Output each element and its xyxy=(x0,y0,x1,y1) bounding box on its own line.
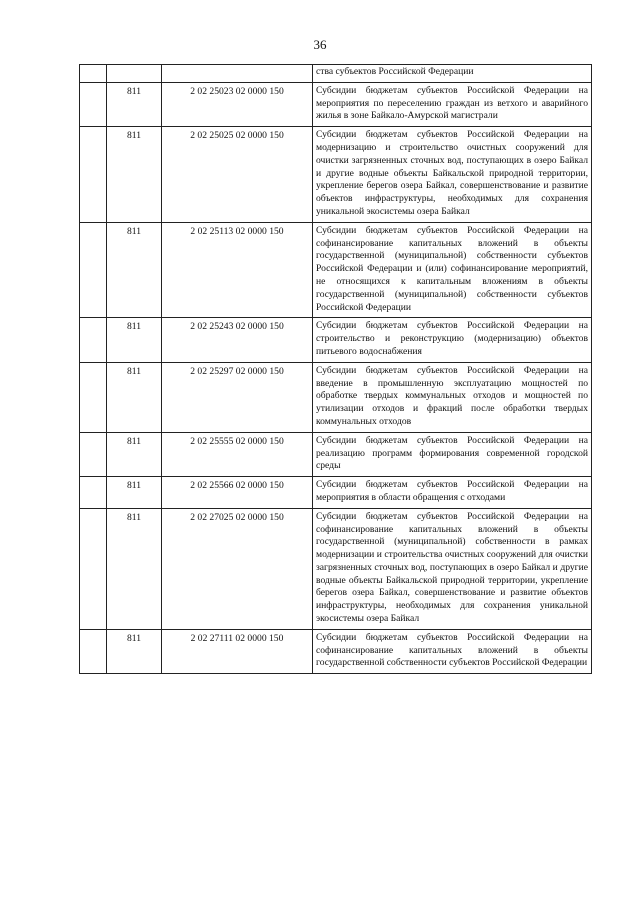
budget-code-cell: 2 02 25023 02 0000 150 xyxy=(162,82,313,126)
description-text: Субсидии бюджетам субъектов Российской Федерации на мероприятия в области обращения с отходами xyxy=(316,479,588,503)
blank-cell xyxy=(80,432,107,476)
admin-code-cell: 811 xyxy=(107,508,162,629)
table-row xyxy=(80,65,592,83)
page-number: 36 xyxy=(313,37,327,52)
table-row xyxy=(80,222,592,318)
admin-code-cell: 811 xyxy=(107,127,162,223)
blank-cell xyxy=(80,508,107,629)
description-cell xyxy=(313,508,592,629)
admin-code-cell: 811 xyxy=(107,629,162,673)
budget-code-cell: 2 02 25025 02 0000 150 xyxy=(162,127,313,223)
table-row xyxy=(80,362,592,432)
blank-cell xyxy=(80,362,107,432)
blank-cell xyxy=(80,222,107,318)
table-row xyxy=(80,82,592,126)
budget-code-cell: 2 02 27111 02 0000 150 xyxy=(162,629,313,673)
blank-cell xyxy=(80,477,107,509)
description-cell xyxy=(313,318,592,362)
budget-code-cell: 2 02 27025 02 0000 150 xyxy=(162,508,313,629)
admin-code-cell: 811 xyxy=(107,477,162,509)
description-cell xyxy=(313,222,592,318)
table-row xyxy=(80,432,592,476)
description-text: Субсидии бюджетам субъектов Российской Федерации на введение в промышленную эксплуатацию мощностей по обработке твердых коммунальных отходов и мощностей по утилизации отходов и фракций после обработки твердых коммунальных отходов xyxy=(316,364,588,427)
description-text: Субсидии бюджетам субъектов Российской Федерации на строительство и реконструкцию (модернизацию) объектов питьевого водоснабжения xyxy=(316,320,588,357)
table-row xyxy=(80,629,592,673)
description-cell xyxy=(313,362,592,432)
blank-cell xyxy=(80,629,107,673)
description-text: Субсидии бюджетам субъектов Российской Федерации на реализацию программ формирования современной городской среды xyxy=(316,434,588,472)
budget-code-cell: 2 02 25243 02 0000 150 xyxy=(162,318,313,362)
description-cell xyxy=(313,629,592,673)
budget-code-cell xyxy=(162,65,313,83)
budget-code-cell: 2 02 25566 02 0000 150 xyxy=(162,477,313,509)
description-text: Субсидии бюджетам субъектов Российской Федерации на софинансирование капитальных вложений в объекты государственной (муниципальной) собственности субъектов Российской Федерации и (или) софинансирование мероприятий, не относящихся к капитальным вложениям в объекты государственной (муниципальной) собственности субъектов Российской Федерации xyxy=(316,224,588,313)
table-row xyxy=(80,127,592,223)
budget-codes-table xyxy=(79,64,592,674)
description-cell xyxy=(313,432,592,476)
admin-code-cell: 811 xyxy=(107,222,162,318)
admin-code-cell: 811 xyxy=(107,318,162,362)
budget-code-cell: 2 02 25297 02 0000 150 xyxy=(162,362,313,432)
table-row xyxy=(80,318,592,362)
budget-code-cell: 2 02 25113 02 0000 150 xyxy=(162,222,313,318)
description-text: ства субъектов Российской Федерации xyxy=(316,66,474,77)
budget-code-cell: 2 02 25555 02 0000 150 xyxy=(162,432,313,476)
admin-code-cell: 811 xyxy=(107,362,162,432)
admin-code-cell: 811 xyxy=(107,82,162,126)
description-cell xyxy=(313,127,592,223)
table-row xyxy=(80,508,592,629)
description-text: Субсидии бюджетам субъектов Российской Федерации на мероприятия по переселению граждан из ветхого и аварийного жилья в зоне Байкало-Амурской магистрали xyxy=(316,84,588,122)
blank-cell xyxy=(80,127,107,223)
blank-cell xyxy=(80,65,107,83)
description-text: Субсидии бюджетам субъектов Российской Федерации на модернизацию и строительство очистных сооружений для очистки загрязненных сточных вод, поступающих в озеро Байкал и другие водные объекты Байкальской природной территории, укрепление берегов озера Байкал, совершенствование и развитие объектов инфраструктуры, необходимых для сохранения уникальной экосистемы озера Байкал xyxy=(316,129,588,217)
table-row xyxy=(80,477,592,509)
description-cell xyxy=(313,477,592,509)
admin-code-cell xyxy=(107,65,162,83)
description-text: Субсидии бюджетам субъектов Российской Федерации на софинансирование капитальных вложений в объекты государственной (муниципальной) собственности в рамках модернизации и строительства очистных сооружений для очистки загрязненных сточных вод, поступающих в озеро Байкал и другие водные объекты Байкальской природной территории, укрепление берегов озера Байкал, совершенствование и развитие объектов инфраструктуры, необходимых для сохранения уникальной экосистемы озера Байкал xyxy=(316,510,588,625)
blank-cell xyxy=(80,318,107,362)
admin-code-cell: 811 xyxy=(107,432,162,476)
description-text: Субсидии бюджетам субъектов Российской Федерации на софинансирование капитальных вложений в объекты государственной собственности субъектов Российской Федерации xyxy=(316,631,588,669)
description-cell xyxy=(313,65,592,83)
blank-cell xyxy=(80,82,107,126)
description-cell xyxy=(313,82,592,126)
